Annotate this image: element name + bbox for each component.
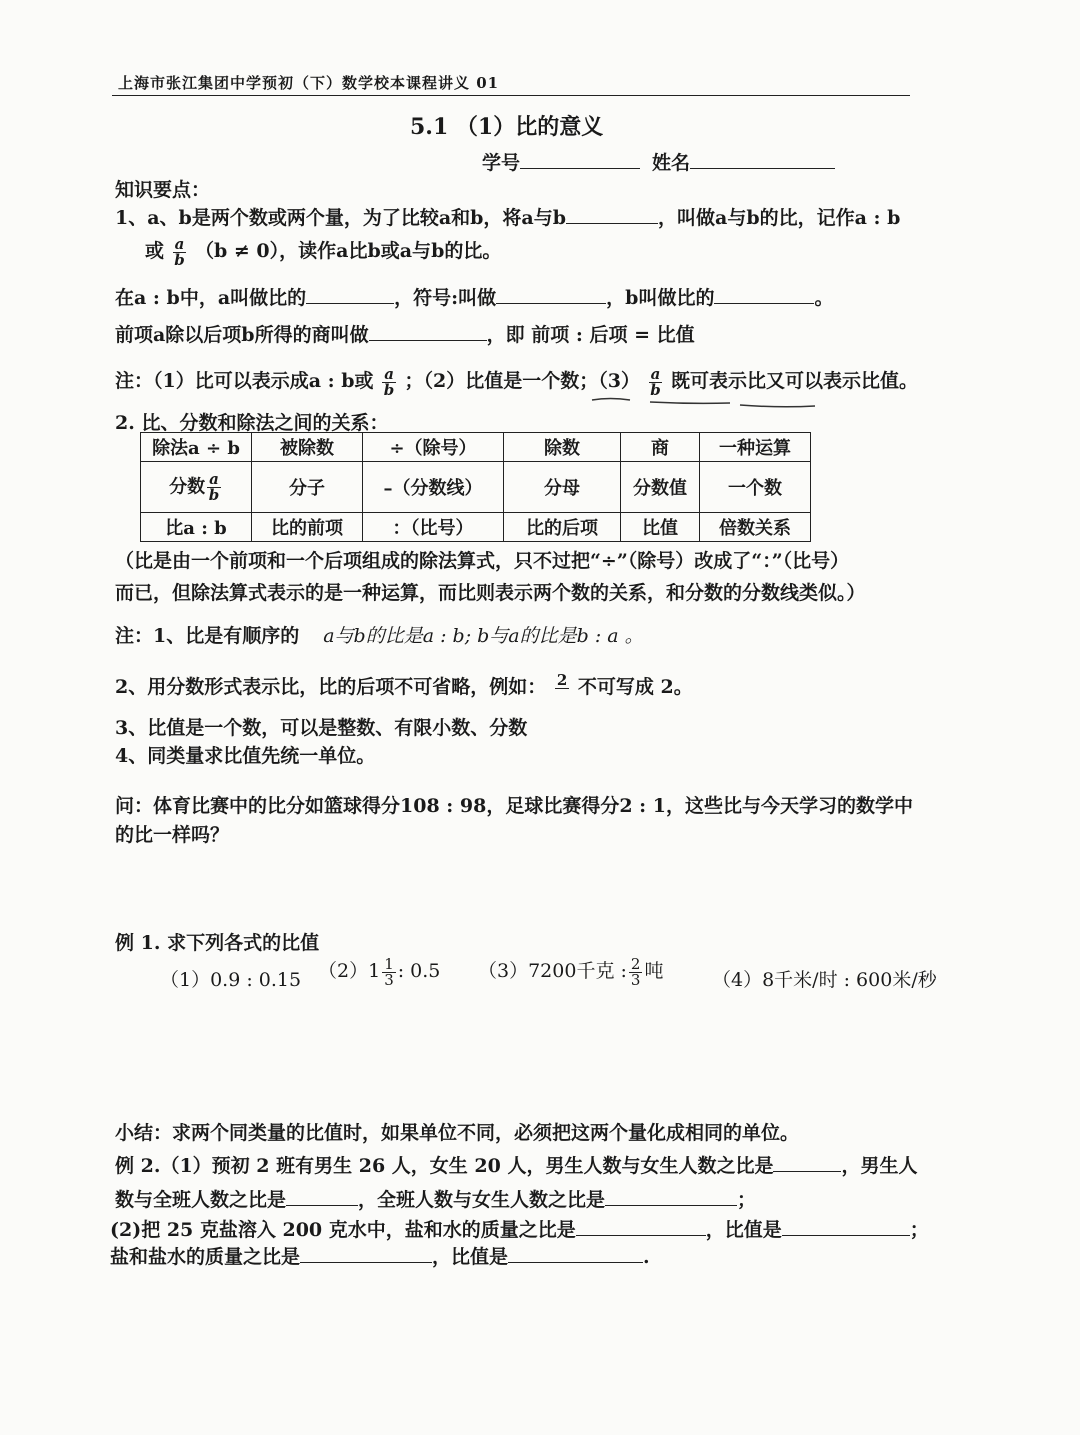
student-name-field[interactable] [652,148,835,175]
text: ； [737,1189,757,1211]
text: 1、a、b是两个数或两个量，为了比较a和b，将a与b [115,207,567,229]
question-line-2: 的比一样吗？ [115,824,230,846]
text: ，比值是 [432,1246,509,1268]
knowledge-note [115,366,918,398]
blank-4[interactable] [714,285,814,304]
denominator: b [174,250,185,269]
table-row-division [141,433,811,462]
table-cell: 除数 [504,433,621,462]
table-row-fraction [141,462,811,513]
text: 前项a除以后项b所得的商叫做 [115,324,369,346]
note-4: 4、同类量求比值先统一单位。 [115,745,376,767]
text: 不可写成 2。 [577,676,693,698]
blank-12[interactable] [508,1244,643,1263]
example-2-line-4 [110,1242,650,1269]
example-2-line-1 [115,1151,917,1178]
text: 例 2.（1）预初 2 班有男生 26 人，女生 20 人，男生人数与女生人数之比是 [115,1155,774,1177]
text: ；（2）比值是一个数；（3） [404,370,640,392]
fraction-a-over-b [382,364,396,399]
example-1-item-1: （1）0.9 : 0.15 [160,969,302,991]
table-cell: 分数值 [621,462,700,513]
table-cell: 倍数关系 [700,513,811,542]
relation-table [140,432,811,542]
text: : 0.5 [397,960,441,982]
table-cell: –（分数线） [363,462,504,513]
student-id-field[interactable] [482,148,640,175]
text: ，男生人 [841,1155,918,1177]
numerator: 2 [630,954,641,973]
text: （3）7200千克 : [478,960,627,982]
blank-2[interactable] [306,285,394,304]
table-cell: 比的后项 [504,513,621,542]
blank-3[interactable] [496,285,606,304]
note-1 [115,621,644,648]
denominator: b [208,485,220,504]
numerator: 2 [556,670,568,689]
text: a与b的比是a : b; b与a的比是b : a 。 [323,625,644,647]
text: (2)把 25 克盐溶入 200 克水中，盐和水的质量之比是 [110,1219,576,1241]
text: 在a : b中，a叫做比的 [115,287,307,309]
text: ，b叫做比的 [606,287,715,309]
fraction-2-over-3 [629,954,643,989]
example-1-item-3 [478,956,663,988]
knowledge-point-1 [115,203,900,230]
student-id-label: 学号 [482,152,521,174]
denominator: b [383,380,395,399]
example-1-title: 例 1. 求下列各式的比值 [115,932,320,954]
summary: 小结：求两个同类量的比值时，如果单位不同，必须把这两个量化成相同的单位。 [115,1122,800,1144]
text: （2）1 [318,960,381,982]
text: 或 [145,240,165,262]
header-rule [112,95,910,96]
table-cell: 一种运算 [700,433,811,462]
numerator: 1 [384,954,394,973]
example-2-line-3 [110,1215,929,1242]
table-cell: 除法a ÷ b [141,433,252,462]
text: 吨 [644,960,664,982]
denominator: 3 [384,970,394,989]
text: 。 [814,287,834,309]
text: 注：1、比是有顺序的 [115,625,300,647]
relation-heading: 2. 比、分数和除法之间的关系： [115,412,389,434]
table-cell: 一个数 [700,462,811,513]
relation-explanation-1: （比是由一个前项和一个后项组成的除法算式，只不过把“÷”（除号）改成了“：”（比号） [115,550,850,572]
student-name-label: 姓名 [652,152,691,174]
student-id-blank[interactable] [520,150,640,169]
text: ，比值是 [705,1219,782,1241]
example-2-line-2 [115,1185,756,1212]
table-cell: 商 [621,433,700,462]
numerator: a [174,234,185,253]
table-cell: 分子 [252,462,363,513]
table-cell [141,462,252,513]
fraction-1-over-3 [382,954,396,989]
fraction-a-over-b [207,469,221,504]
text: ，叫做a与b的比，记作a : b [658,207,901,229]
knowledge-point-1-cont [145,236,501,268]
student-name-blank[interactable] [690,150,835,169]
numerator: a [209,469,219,488]
table-cell: 被除数 [252,433,363,462]
text: 分数 [169,476,206,497]
denominator: 3 [630,970,641,989]
numerator: a [650,364,661,383]
worksheet-header: 上海市张江集团中学预初（下）数学校本课程讲义 01 [118,74,500,92]
example-1-item-2 [318,956,440,988]
table-cell: 比值 [621,513,700,542]
table-cell: 分母 [504,462,621,513]
fraction-a-over-b [649,364,663,399]
fraction-a-over-b [173,234,187,269]
text: ，即 前项 : 后项 = 比值 [486,324,695,346]
text: . [643,1246,650,1268]
table-cell: ÷（除号） [363,433,504,462]
knowledge-point-3 [115,320,695,347]
note-2 [115,672,693,704]
example-1-item-4: （4）8千米/时 : 600米/秒 [712,969,937,991]
handwritten-underline [590,394,820,410]
table-cell: 比a : b [141,513,252,542]
blank-8[interactable] [605,1187,737,1206]
blank-7[interactable] [286,1187,358,1206]
table-cell: 比的前项 [252,513,363,542]
blank-11[interactable] [300,1244,432,1263]
text: 数与全班人数之比是 [115,1189,287,1211]
lesson-title: 5.1 （1）比的意义 [410,114,604,140]
table-row-ratio [141,513,811,542]
blank-6[interactable] [773,1153,841,1172]
denominator: b [650,380,661,399]
fraction-2-over-blank [555,670,569,704]
blank-5[interactable] [369,322,487,341]
text: （b ≠ 0），读作a比b或a与b的比。 [195,240,502,262]
knowledge-heading: 知识要点： [115,179,211,201]
text: 盐和盐水的质量之比是 [110,1246,301,1268]
blank-9[interactable] [576,1217,706,1236]
relation-explanation-2: 而已，但除法算式表示的是一种运算，而比则表示两个数的关系，和分数的分数线类似。） [115,582,866,604]
numerator: a [384,364,394,383]
note-3: 3、比值是一个数，可以是整数、有限小数、分数 [115,717,528,739]
blank-10[interactable] [782,1217,910,1236]
text: 2、用分数形式表示比，比的后项不可省略，例如： [115,676,547,698]
table-cell: ：（比号） [363,513,504,542]
text: 注：（1）比可以表示成a : b或 [115,370,374,392]
question-line-1: 问：体育比赛中的比分如篮球得分108 : 98，足球比赛得分2 : 1，这些比与今天学习的数学中 [115,795,914,817]
text: ； [909,1219,929,1241]
text: ，全班人数与女生人数之比是 [358,1189,606,1211]
blank-1[interactable] [566,205,658,224]
text: ，符号:叫做 [394,287,497,309]
knowledge-point-2 [115,283,833,310]
text: 既可表示比又可以表示比值。 [670,370,918,392]
